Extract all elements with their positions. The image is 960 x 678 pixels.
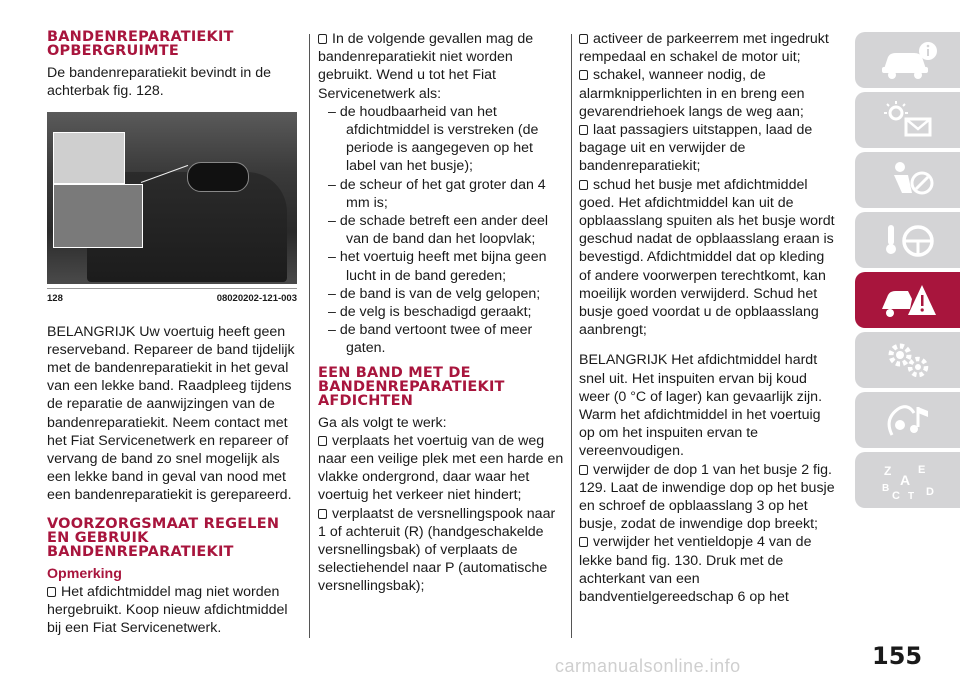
heading-storage: BANDENREPARATIEKIT OPBERGRUIMTE: [47, 29, 234, 59]
multimedia-icon: [878, 399, 938, 441]
figure-number: 128: [47, 293, 63, 305]
bullet-item: activeer de parkeerrem met ingedrukt rempedaal en schakel de motor uit;: [579, 31, 829, 66]
svg-text:Z: Z: [883, 464, 891, 478]
checkbox-bullet-icon: [318, 509, 327, 519]
svg-text:C: C: [891, 490, 900, 501]
dash-item: – de band is van de velg gelopen;: [328, 285, 541, 302]
tab-safety[interactable]: [855, 152, 960, 208]
dash-item: – de houdbaarheid van het afdichtmiddel is verstreken (de periode is aangegeven op het label van het busje);: [328, 103, 539, 175]
bullet-item: verwijder de dop 1 van het busje 2 fig. 129. Laat de inwendige dop op het busje en schroef de opblaasslang 3 op het busje, zodat de inwendige dop breekt;: [579, 461, 835, 533]
column-3: [579, 30, 835, 606]
paragraph-important: BELANGRIJK Uw voertuig heeft geen reserveband. Repareer de band tijdelijk met de bandenreparatiekit in het geval van een lekke band. Raadpleeg tijdens de reparatie de aanwijzingen van de bandenreparatiekit. Neem contact met het Fiat Servicenetwerk en repareer of vervang de band zo snel mogelijk als een lekke band in geval van nood met een bandenreparatiekit is gerepareerd.: [47, 323, 295, 504]
tab-maintenance[interactable]: [855, 332, 960, 388]
heading-seal-tire: EEN BAND MET DE BANDENREPARATIEKIT AFDICHTEN: [318, 364, 505, 409]
bullet-item: verplaats het voertuig van de weg naar een veilige plek met een harde en vlakke ondergrond, daar waar het voertuig het verkeer niet hindert;: [318, 432, 564, 504]
dash-item: – de velg is beschadigd geraakt;: [328, 304, 532, 321]
maintenance-gears-icon: [878, 339, 938, 381]
svg-text:A: A: [899, 472, 910, 488]
bullet-item: In de volgende gevallen mag de bandenreparatiekit niet worden gebruikt. Wend u tot het Fiat Servicenetwerk als:: [318, 31, 534, 102]
safety-airbag-icon: [878, 159, 938, 201]
checkbox-bullet-icon: [579, 70, 588, 80]
column-divider: [571, 34, 572, 638]
index-az-icon: [878, 459, 938, 501]
paragraph-location: De bandenreparatiekit bevindt in de achterbak fig. 128.: [47, 65, 272, 100]
checkbox-bullet-icon: [318, 34, 327, 44]
heading-precautions: VOORZORGSMAAT REGELEN EN GEBRUIK BANDENREPARATIEKIT: [47, 515, 280, 560]
svg-text:E: E: [917, 464, 925, 476]
car-info-icon: [878, 39, 938, 81]
inset-detail-top: [53, 132, 125, 184]
bullet-item: schakel, wanneer nodig, de alarmknipperlichten in en breng een gevarendriehoek langs de weg aan;: [579, 67, 805, 120]
tab-warning-lights[interactable]: [855, 92, 960, 148]
checkbox-bullet-icon: [579, 180, 588, 190]
paragraph-important: BELANGRIJK Het afdichtmiddel hardt snel uit. Het inspuiten ervan bij koud weer (0 °C of lager) kan gevaarlijk zijn. Warm het afdichtmiddel in het voertuig op om het inspuiten ervan te vereenvoudigen.: [579, 352, 823, 460]
figure-caption: [47, 288, 297, 308]
figure-code: 08020202-121-003: [216, 293, 297, 305]
dash-item: – de band vertoont twee of meer gaten.: [328, 322, 533, 357]
bullet-item: schud het busje met afdichtmiddel goed. Het afdichtmiddel kan uit de opblaasslang spuiten als het busje wordt geschud nadat de opblaasslang eraan is bevestigd. Afdichtmiddel dat op kleding of andere voorwerpen terechtkomt, kan moeilijk worden verwijderd. Schud het busje goed voordat u de opblaasslang aanbrengt;: [579, 176, 835, 339]
warning-lights-icon: [878, 99, 938, 141]
dash-item: – de schade betreft een ander deel van de band dan het loopvlak;: [328, 213, 549, 248]
emergency-car-icon: [878, 279, 938, 321]
bullet-item: verwijder het ventieldopje 4 van de lekke band fig. 130. Druk met de achterkant van een bandventielgereedschap 6 op het: [579, 534, 812, 606]
tab-emergency[interactable]: [855, 272, 960, 328]
checkbox-bullet-icon: [579, 125, 588, 135]
subheading-note: Opmerking: [47, 565, 122, 582]
page-number: 155: [872, 642, 923, 670]
column-2: [318, 30, 566, 596]
checkbox-bullet-icon: [47, 587, 56, 597]
watermark: carmanualsonline.info: [555, 656, 741, 676]
intro-text: Ga als volgt te werk:: [318, 414, 447, 431]
checkbox-bullet-icon: [318, 436, 327, 446]
checkbox-bullet-icon: [579, 537, 588, 547]
bullet-item: Het afdichtmiddel mag niet worden hergebruikt. Koop nieuw afdichtmiddel bij een Fiat Servicenetwerk.: [47, 583, 288, 637]
figure-trunk-image: [47, 112, 297, 284]
steering-wheel-key-icon: [878, 219, 938, 261]
tab-multimedia[interactable]: [855, 392, 960, 448]
column-1: [47, 30, 297, 637]
repair-kit-shape: [187, 162, 249, 192]
inset-detail-kit: [53, 184, 143, 248]
dash-item: – het voertuig heeft met bijna geen lucht in de band gereden;: [328, 249, 547, 284]
bullet-item: laat passagiers uitstappen, laad de bagage uit en verwijder de bandenreparatiekit;: [579, 122, 813, 175]
svg-text:B: B: [881, 483, 889, 494]
checkbox-bullet-icon: [579, 465, 588, 475]
dash-item: – de scheur of het gat groter dan 4 mm is;: [328, 176, 546, 211]
svg-text:D: D: [925, 486, 934, 498]
dash-list: [328, 103, 566, 358]
svg-text:T: T: [907, 491, 914, 501]
tab-starting-driving[interactable]: [855, 212, 960, 268]
tab-car-info[interactable]: [855, 32, 960, 88]
bullet-item: verplaatst de versnellingspook naar 1 of achteruit (R) (handgeschakelde versnellingsbak) of verplaats de selectiehendel naar P (automatische versnellingsbak);: [318, 505, 556, 595]
chapter-sidebar: [855, 32, 960, 512]
tab-index[interactable]: [855, 452, 960, 508]
checkbox-bullet-icon: [579, 34, 588, 44]
column-divider: [309, 34, 310, 638]
